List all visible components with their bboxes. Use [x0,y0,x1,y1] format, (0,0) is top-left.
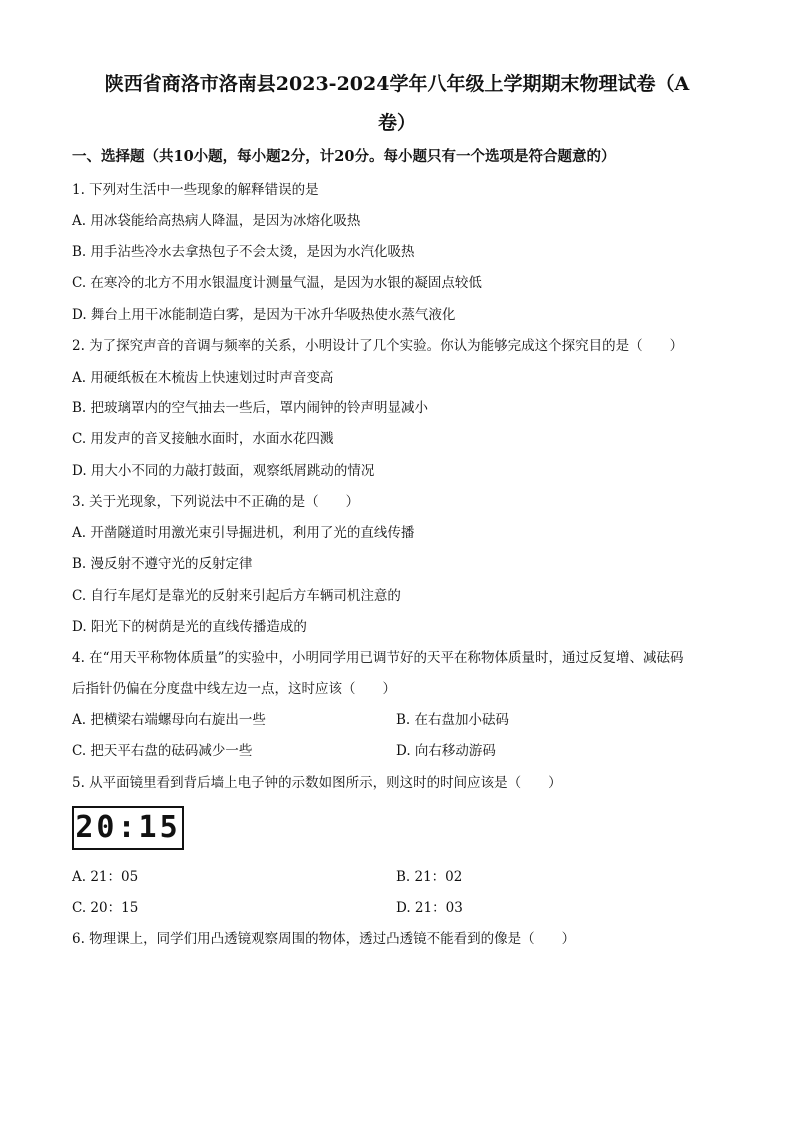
question-3-stem: 3. 关于光现象，下列说法中不正确的是（ ） [72,494,360,510]
question-3-option-d: D. 阳光下的树荫是光的直线传播造成的 [72,619,307,635]
question-3-option-c: C. 自行车尾灯是靠光的反射来引起后方车辆司机注意的 [72,588,401,604]
question-2-option-d: D. 用大小不同的力敲打鼓面，观察纸屑跳动的情况 [72,463,375,479]
question-1-stem: 1. 下列对生活中一些现象的解释错误的是 [72,182,319,198]
section-heading: 一、选择题（共10小题，每小题2分，计20分。每小题只有一个选项是符合题意的） [72,148,616,165]
question-2-stem: 2. 为了探究声音的音调与频率的关系，小明设计了几个实验。你认为能够完成这个探究目的是（ ） [72,338,684,354]
question-1-option-c: C. 在寒冷的北方不用水银温度计测量气温，是因为水银的凝固点较低 [72,275,482,291]
digital-clock-figure [72,806,184,850]
question-5-option-d: D. 21：03 [396,900,463,916]
page-title-line2: 卷） [377,112,416,134]
question-4-option-b: B. 在右盘加小砝码 [396,712,510,728]
question-4-stem-line1: 4. 在“用天平称物体质量”的实验中，小明同学用已调节好的天平在称物体质量时，通过反复增、减砝码 [72,650,684,666]
question-2-option-a: A. 用硬纸板在木梳齿上快速划过时声音变高 [72,370,334,386]
question-2-option-b: B. 把玻璃罩内的空气抽去一些后，罩内闹钟的铃声明显减小 [72,400,429,416]
question-4-option-c: C. 把天平右盘的砝码减少一些 [72,743,253,759]
question-1-option-d: D. 舞台上用干冰能制造白雾，是因为干冰升华吸热使水蒸气液化 [72,307,456,323]
question-1-option-b: B. 用手沾些冷水去拿热包子不会太烫，是因为水汽化吸热 [72,244,415,260]
question-3-option-b: B. 漫反射不遵守光的反射定律 [72,556,253,572]
question-3-option-a: A. 开凿隧道时用激光束引导掘进机，利用了光的直线传播 [72,525,415,541]
question-5-stem: 5. 从平面镜里看到背后墙上电子钟的示数如图所示，则这时的时间应该是（ ） [72,775,562,791]
question-4-option-a: A. 把横梁右端螺母向右旋出一些 [72,712,266,728]
question-2-option-c: C. 用发声的音叉接触水面时，水面水花四溅 [72,431,334,447]
question-5-option-c: C. 20：15 [72,900,139,916]
question-5-option-b: B. 21：02 [396,869,463,885]
question-4-option-d: D. 向右移动游码 [396,743,496,759]
question-1-option-a: A. 用冰袋能给高热病人降温，是因为冰熔化吸热 [72,213,361,229]
question-4-stem-line2: 后指针仍偏在分度盘中线左边一点，这时应该（ ） [72,681,396,697]
question-6-stem: 6. 物理课上，同学们用凸透镜观察周围的物体，透过凸透镜不能看到的像是（ ） [72,931,576,947]
question-5-option-a: A. 21：05 [72,869,139,885]
clock-display: 20:15 [75,810,181,845]
page-title-line1: 陕西省商洛市洛南县2023-2024学年八年级上学期期末物理试卷（A [104,73,690,95]
